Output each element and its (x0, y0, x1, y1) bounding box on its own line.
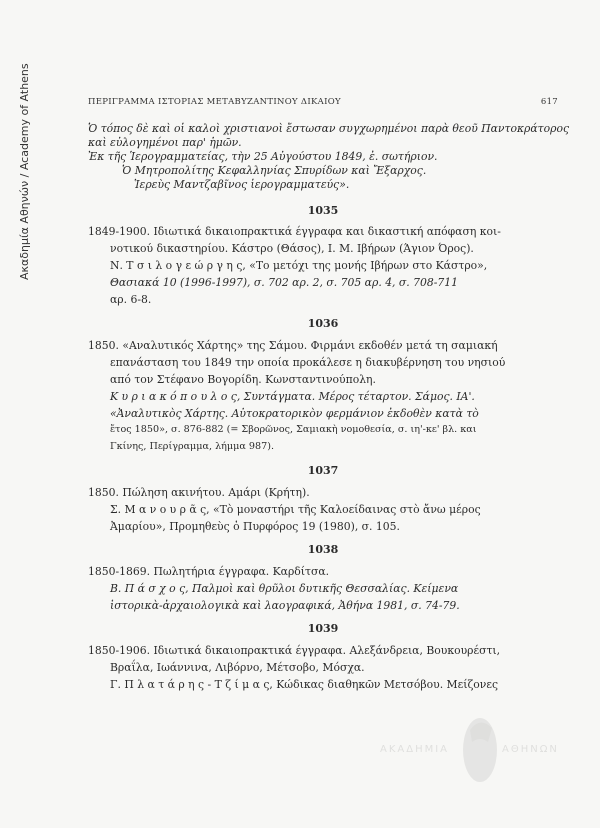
page-number: 617 (540, 97, 558, 107)
watermark-right-text: ΑΘΗΝΩΝ (502, 744, 559, 755)
running-header (88, 97, 558, 107)
entry-number: 1039 (307, 622, 339, 635)
header-title: ΠΕΡΙΓΡΑΜΜΑ ΙΣΤΟΡΙΑΣ ΜΕΤΑΒΥΖΑΝΤΙΝΟΥ ΔΙΚΑΙΟΥ (88, 97, 341, 107)
entry-line: Σ. Μ α ν ο υ ρ ᾶ ς, «Τὸ μοναστήρι τῆς Καλοείδαινας στὸ ἄνω μέρος (110, 503, 481, 516)
entry-number: 1037 (307, 464, 339, 477)
entry-line: αρ. 6-8. (110, 293, 152, 306)
watermark-left-text: ΑΚΑΔΗΜΙΑ (380, 744, 450, 755)
entry-line: Β. Π ά σ χ ο ς, Παλμοὶ καὶ θρῦλοι δυτικῆς Θεσσαλίας. Κείμενα (110, 582, 459, 595)
athena-head-icon (460, 712, 500, 788)
intro-line: Ἐκ τῆς Ἱερογραμματείας, τὴν 25 Αὐγούστου 1849, ἐ. σωτήριον. (88, 150, 438, 163)
intro-line: Ἱερεὺς Μαντζαβῖνος ἱερογραμματεύς». (134, 178, 350, 191)
entry-line: Ν. Τ σ ι λ ο γ ε ώ ρ γ η ς, «Το μετόχι της μονής Ιβήρων στο Κάστρο», (110, 259, 488, 272)
entry-line: 1850. «Αναλυτικός Χάρτης» της Σάμου. Φιρμάνι εκδοθέν μετά τη σαμιακή (88, 339, 498, 352)
entry-number: 1035 (307, 204, 339, 217)
entry-line: 1850-1906. Ιδιωτικά δικαιοπρακτικά έγγραφα. Αλεξάνδρεια, Βουκουρέστι, (88, 644, 501, 657)
entry-number: 1036 (307, 317, 339, 330)
entry-line: 1850-1869. Πωλητήρια έγγραφα. Καρδίτσα. (88, 565, 330, 578)
entry-line: από τον Στέφανο Βογορίδη. Κωνσταντινούπολη. (110, 373, 376, 386)
entry-line: 1849-1900. Ιδιωτικά δικαιοπρακτικά έγγραφα και δικαστική απόφαση κοι- (88, 225, 501, 238)
archive-side-label (4, 30, 31, 290)
entry-line: Κ υ ρ ι α κ ό π ο υ λ ο ς, Συντάγματα. Μέρος τέταρτον. Σάμος. ΙΑ'. (110, 390, 475, 403)
entry-line: Βραΐλα, Ιωάννινα, Λιβόρνο, Μέτσοβο, Μόσχα. (110, 661, 365, 674)
entry-line: «Ἀναλυτικὸς Χάρτης. Αὐτοκρατορικὸν φερμάνιον ἐκδοθὲν κατὰ τὸ (110, 407, 479, 420)
entry-number: 1038 (307, 543, 339, 556)
entry-line: 1850. Πώληση ακινήτου. Αμάρι (Κρήτη). (88, 486, 310, 499)
entry-line: νοτικού δικαστηρίου. Κάστρο (Θάσος), Ι. Μ. Ιβήρων (Άγιον Όρος). (110, 242, 474, 255)
intro-line: Ὁ Μητροπολίτης Κεφαλληνίας Σπυρίδων καὶ Ἔξαρχος. (122, 164, 427, 177)
academy-watermark (380, 712, 570, 792)
entry-line: Θασιακά 10 (1996-1997), σ. 702 αρ. 2, σ. 705 αρ. 4, σ. 708-711 (110, 276, 459, 289)
entry-line: ἱστορικὰ-ἀρχαιολογικὰ καὶ λαογραφικά, Ἀθήνα 1981, σ. 74-79. (110, 599, 460, 612)
entry-line: Γ. Π λ α τ ά ρ η ς - Τ ζ ί μ α ς, Κώδικας διαθηκῶν Μετσόβου. Μείζονες (110, 678, 498, 691)
entry-line: Γκίνης, Περίγραμμα, λήμμα 987). (110, 441, 275, 452)
intro-line: καὶ εὐλογημένοι παρ' ἡμῶν. (88, 136, 242, 149)
entry-line: Ἀμαρίου», Προμηθεὺς ὁ Πυρφόρος 19 (1980), σ. 105. (110, 520, 400, 533)
entry-line: ἔτος 1850», σ. 876-882 (= Σβορῶνος, Σαμιακὴ νομοθεσία, σ. ιη'-κε' βλ. και (110, 424, 477, 435)
intro-line: Ὁ τόπος δὲ καὶ οἱ καλοὶ χριστιανοὶ ἔστωσαν συγχωρημένοι παρὰ θεοῦ Παντοκράτορος (88, 122, 570, 135)
side-label-text: Ακαδημία Αθηνών / Academy of Athens (18, 63, 31, 280)
entry-line: επανάσταση του 1849 την οποία προκάλεσε η διακυβέρνηση του νησιού (110, 356, 506, 369)
